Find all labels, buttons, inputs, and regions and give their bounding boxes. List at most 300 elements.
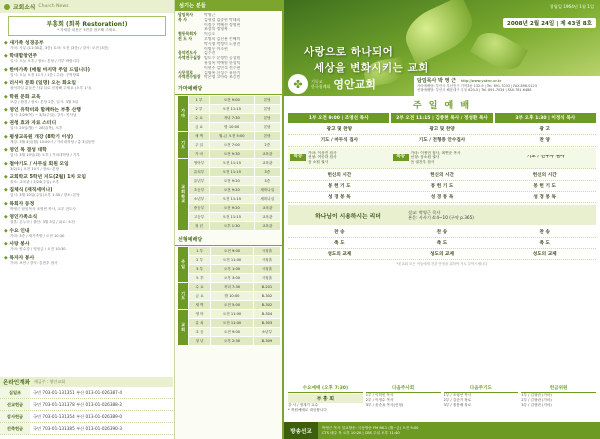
news-item-detail: 3/2(토) 오전 10시 / 장소: 본당 <box>10 166 60 171</box>
order-cell: 성 경 봉 독 <box>328 195 351 201</box>
news-item <box>4 254 170 265</box>
info-block <box>444 385 519 413</box>
news-item-title: ◆ 목자자 봉사 <box>4 254 170 261</box>
staff-names: 박은영 고아라 조승민 <box>204 75 241 80</box>
news-item-detail: 일시: 오늘 오전 11시 / 1층 / 주관: 구역장회 <box>10 72 80 77</box>
staff-names: 임도수 문정민 공상원 <box>204 56 241 61</box>
order-row <box>288 192 596 203</box>
church-info-bar <box>414 76 600 96</box>
order-cell: 기도 / 전형중 안수집사 <box>418 138 466 144</box>
schedule-place: 3층 <box>254 177 280 186</box>
schedule-place: 교육관 <box>254 150 280 159</box>
offering-row <box>0 387 173 399</box>
service-order-c <box>288 227 596 259</box>
schedule-time: 오전 5:00 <box>211 301 254 310</box>
news-item-detail: 일시: 3월 10일(주일)오후 1:30 / 장소: 본당 <box>10 193 80 198</box>
service-order-b <box>288 170 596 204</box>
staff-role: 사역연구실장 <box>178 55 201 61</box>
special-song <box>288 148 596 169</box>
schedule-row <box>178 114 281 123</box>
order-cell: 축 도 <box>539 241 550 247</box>
schedule-row <box>178 310 281 319</box>
schedule-place: 소년부 <box>253 328 280 337</box>
schedule-name: 소년부 <box>189 195 210 204</box>
info-block <box>366 385 441 413</box>
schedule-place: 세미나실 <box>254 195 280 204</box>
news-item-detail: 보강 / 환경 / 장소: 본당 2층, 일시: 3월 5일 <box>10 99 79 104</box>
offering-row <box>0 423 173 435</box>
schedule-row <box>178 256 281 265</box>
news-item <box>4 119 170 130</box>
schedule-name: 가 마 <box>189 150 210 159</box>
staff-role: 사역전수팀장 <box>178 74 201 80</box>
news-item-detail: 일시: 2/29(목) ~ 3/3(주일), 강사: 목사님 <box>10 113 77 118</box>
order-row <box>288 238 596 249</box>
schedule-place: B-303 <box>253 319 280 328</box>
schedule-time: 오전 11:15 <box>209 159 254 168</box>
news-item <box>4 213 170 224</box>
prayer-schedule-table-2 <box>177 246 281 346</box>
banner <box>284 0 600 96</box>
order-cell: 광 고 <box>539 127 550 133</box>
schedule-place: 2층 <box>254 141 280 150</box>
news-item-detail: 일시: 오늘 오후 / 장소: 본당 / 기부 바랍니다 <box>10 59 80 64</box>
news-item-title: ◆ 한마가족 (매월 마지막 주일 드립니다) <box>4 66 170 73</box>
address-2: 선형예배당: 부산시 해운대구 우동 620-5 | Tel. 891-7034 | FAX.781-6486 <box>417 88 532 93</box>
order-row <box>288 124 596 135</box>
schedule-place: 교육관 <box>254 159 280 168</box>
info-block-line: 강 사 / 정재기 교수 <box>288 403 319 407</box>
schedule-group: 교 회 학 교 <box>178 159 189 231</box>
schedule-row <box>178 105 281 114</box>
news-item <box>4 227 170 238</box>
schedule-time: 오후 1:00 <box>211 265 254 274</box>
schedule-place: 본당 <box>254 132 280 141</box>
schedule-time: 오전 9:00 <box>211 247 254 256</box>
offering-title: 온라인계좌 <box>3 380 31 386</box>
schedule-name: 초 등 <box>189 328 211 337</box>
schedule-time: 밤 10:00 <box>209 123 254 132</box>
prayer-title: 가마예배당 <box>175 83 282 95</box>
info-block-line: 2부 / 김형란 (가마) <box>521 397 552 402</box>
news-item-title: ◆ 교회학교 5학년 지도(2월) 1차 모임 <box>4 173 170 180</box>
news-subtitle: Church News <box>38 4 69 9</box>
sermon-bar <box>288 205 596 225</box>
staff-names: 유성록 박예원 한성익 <box>204 60 241 65</box>
info-block-line: * 축원예배로 대신합니다 <box>288 407 327 412</box>
news-title: 교회소식 <box>13 5 36 11</box>
schedule-place: 본당 <box>254 105 280 114</box>
offering-row <box>0 411 173 423</box>
schedule-row <box>178 150 281 159</box>
schedule-row <box>178 195 281 204</box>
order-row <box>288 249 596 260</box>
news-item-detail: 개강: 3월 4일(월) 10:00시 / 가마대학당 / 총 3일동안 <box>10 139 95 144</box>
schedule-name: 주 일 <box>189 141 210 150</box>
schedule-row <box>178 177 281 186</box>
news-item <box>4 240 170 251</box>
news-item-title: ◆ 수요 인내 <box>4 227 170 234</box>
schedule-row <box>178 283 281 292</box>
service-column <box>284 0 600 439</box>
staff-names: 김수진 <box>204 51 216 56</box>
schedule-time: 오전 9:00 <box>211 328 254 337</box>
staff-role: 시무장로 <box>178 69 194 75</box>
revival-sub: * 자세한 내용은 3면을 참조해 주세요. <box>57 28 117 32</box>
schedule-place: B-309 <box>253 337 280 346</box>
info-block-title: 수요예배 (오후 7:30) <box>288 385 363 393</box>
offering-name: 선교헌금 <box>0 399 30 410</box>
offering-accounts <box>0 377 173 435</box>
news-item <box>4 93 170 104</box>
info-block-line: 1부 / 조형선 목사 <box>443 393 472 397</box>
schedule-place: 교육관 <box>254 204 280 213</box>
sermon-passage: 본문: 사사기 4:4~10 (구약 p.365) <box>408 215 474 221</box>
news-item-detail: 일시: 3월 19일(화) 오후 / 가마대학당 / 기부 <box>10 153 80 158</box>
schedule-name: 영아부 <box>189 159 210 168</box>
schedule-place: 시청홀 <box>253 256 280 265</box>
revival-title: 부흥회 (회복 Restoration!) <box>46 21 128 28</box>
info-block-line: 3부 / 정봉배 장로 <box>443 402 472 407</box>
news-item-detail: 일시: 25일(월) ~ 28일(목), 오후 <box>10 126 63 131</box>
broadcast-line-1: 박영근 목사 설교방송: 극동방송 FM 98.1 (월~금) 오전 9:00 <box>322 425 419 430</box>
staff-role: 음악전도사 <box>178 50 197 56</box>
revival-box <box>8 16 166 36</box>
schedule-name: 1 부 <box>189 247 211 256</box>
issue-date: 2008년 2월 24일 | 제 43권 8호 <box>503 18 596 28</box>
news-item <box>4 173 170 184</box>
schedule-name: 새 벽 <box>189 301 211 310</box>
news-item-title: ◆ 철야기도 / 사무실 회원 모임 <box>4 160 170 167</box>
schedule-time: 오후 3:00 <box>211 274 254 283</box>
schedule-row <box>178 159 281 168</box>
offering-name: 감사헌금 <box>0 411 30 422</box>
schedule-time: 오전 11:15 <box>209 105 254 114</box>
schedule-group: 주 일 <box>178 247 189 283</box>
schedule-name: 수 요 <box>189 283 211 292</box>
schedule-time: 저녁 7:30 <box>209 114 254 123</box>
news-item-title: ◆ 영인 유학비와 함께하는 부흥 산행 <box>4 106 170 113</box>
schedule-name: 유치부 <box>189 168 210 177</box>
service-tab-3: 3부 오후 1:30 | 이정식 목사 <box>495 113 596 123</box>
schedule-row <box>178 132 281 141</box>
order-cell: 봉 헌 기 도 <box>430 184 454 190</box>
schedule-name: 금 요 <box>189 292 211 301</box>
order-cell: 축 도 <box>436 241 448 247</box>
special-song-3: 기도 / 전우자 권사 <box>526 155 565 160</box>
offering-account: 국민 703-01-131378 부산 013-01-026388-2 <box>33 401 123 407</box>
info-block-line: 2부 / 이정수 목사 <box>365 397 394 402</box>
church-denomination: 기독교 한국침례회 <box>311 79 331 89</box>
pastor-name: 담임목사 박 영 근 <box>417 78 457 84</box>
service-tab-1: 1부 오전 9:00 | 조영선 목사 <box>288 113 389 123</box>
schedule-time: 오전 7:00 <box>209 141 254 150</box>
schedule-row <box>178 337 281 346</box>
schedule-place: 교육관 <box>254 213 280 222</box>
prayer-schedule-table <box>177 95 281 231</box>
next-week-info <box>288 385 596 413</box>
news-item <box>4 66 170 77</box>
schedule-place: B-302 <box>253 301 280 310</box>
news-list <box>0 39 174 265</box>
schedule-row <box>178 168 281 177</box>
schedule-group: 기 도 <box>178 132 189 159</box>
staff-column <box>175 0 284 439</box>
special-song-label: 특송 <box>290 154 306 161</box>
order-cell: 기도 / 마두식 집사 <box>320 138 359 144</box>
church-logo <box>288 74 376 94</box>
schedule-place: 본당 <box>254 123 280 132</box>
schedule-time: 오전 11:15 <box>209 195 254 204</box>
staff-list <box>175 11 282 80</box>
info-block-line: 1부 / 김형란 (가마) <box>521 393 552 397</box>
schedule-name: 유년부 <box>189 177 210 186</box>
info-block-line: 3부 / 김형란 (가마) <box>521 402 552 407</box>
order-cell: 성 경 봉 독 <box>533 195 556 201</box>
schedule-row <box>178 292 281 301</box>
special-song-row <box>288 148 596 169</box>
staff-names: 이승호 <box>204 32 216 37</box>
info-block-line: 3부 / 윤순옥 목사(선형) <box>365 402 404 407</box>
address-1: 가마예배당: 부산시 부산진구 가야3동 132-9 | Tel. 891-7033 | FAX.898-0123 <box>417 84 537 88</box>
news-item-title: ◆ 러시아 문화 (일명) 오는 화요일 <box>4 79 170 86</box>
schedule-place: 세미나실 <box>254 186 280 195</box>
offering-row <box>0 399 173 411</box>
schedule-time: 오전 11:00 <box>211 319 254 328</box>
news-item <box>4 52 170 63</box>
schedule-place: 시청홀 <box>253 265 280 274</box>
news-item-detail: 가마: 사무 (11:30분, 3층) 로마: 오전 (3층) / 강사: 오전 (3층) <box>10 46 109 50</box>
schedule-time: 오전 11:15 <box>209 168 254 177</box>
schedule-place: 시청홀 <box>253 274 280 283</box>
schedule-name: 초등부 <box>189 186 210 195</box>
schedule-place: 본당 <box>254 114 280 123</box>
news-item-detail: 장소: 교육관 / 2/24(주일) 오후 <box>10 180 60 185</box>
news-item-title: ◆ 평생교육원 개강 (8학기 이상) <box>4 133 170 140</box>
schedule-name: 청 년 <box>189 337 211 346</box>
news-item-title: ◆ 새가족 성경공부 <box>4 39 170 46</box>
info-block-title: 다음주사회 <box>366 385 441 393</box>
bullet-icon <box>4 4 10 10</box>
order-row <box>288 227 596 238</box>
info-block <box>521 385 596 413</box>
schedule-place: B-302 <box>253 292 280 301</box>
news-item <box>4 160 170 171</box>
order-row <box>288 135 596 146</box>
order-row <box>288 170 596 181</box>
order-cell: 찬 송 <box>334 230 345 236</box>
order-cell: 헌신의 시간 <box>327 172 352 178</box>
order-cell: 성도의 교제 <box>327 251 352 257</box>
staff-names: 박영근 <box>204 13 216 17</box>
offering-name: 건축헌금 <box>0 423 30 434</box>
schedule-name: 수 요 <box>189 114 210 123</box>
staff-role: 목 사 <box>178 16 187 22</box>
news-item-detail: 가마: 보안 / 강사: 김현우 집사 <box>10 260 58 265</box>
schedule-row <box>178 328 281 337</box>
schedule-row <box>178 247 281 256</box>
schedule-time: 오후 1:30 <box>209 222 254 231</box>
offering-sub: 예금주 : 영안교회 <box>34 379 65 384</box>
order-row <box>288 181 596 192</box>
order-cell: 광고 및 찬양 <box>429 127 455 133</box>
offering-account: 국민 703-01-131385 부산 013-01-026390-3 <box>33 425 123 431</box>
news-item <box>4 79 170 90</box>
sermon-preacher: 설교: 박영근 목사 <box>408 209 441 215</box>
offering-name: 십일조 <box>0 387 30 398</box>
schedule-time: 오전 11:00 <box>211 256 254 265</box>
offering-account: 국민 703-01-131351 부산 013-01-026387-4 <box>33 389 123 395</box>
schedule-row <box>178 204 281 213</box>
schedule-name: 3 부 <box>189 265 211 274</box>
special-song-2: 가마: 이정민 집사, 최연준 목사 선형: 음소원 권사 음 권찬우 집사 <box>410 150 461 164</box>
staff-names: 이현주 김민석 전수현 <box>204 65 241 70</box>
leaf-icon <box>398 0 480 65</box>
schedule-name: 금 요 <box>189 123 210 132</box>
news-item-detail: 참석하실 분들은 사무실로 신청해 주세요 (오후 1시) <box>10 86 92 91</box>
schedule-name: 1 부 <box>189 96 210 105</box>
news-item <box>4 106 170 117</box>
motto-line-2: 세상을 변화시키는 교회 <box>314 62 429 74</box>
schedule-place: B-201 <box>253 283 280 292</box>
special-song-label-2: 특송 <box>393 154 409 161</box>
schedule-place: B-304 <box>253 310 280 319</box>
broadcast-footer <box>284 422 600 439</box>
order-cell: 봉 헌 기 도 <box>328 184 351 190</box>
prayer-title-2: 선형예배당 <box>175 234 282 246</box>
broadcast-tag: 방송선교 <box>284 422 318 439</box>
schedule-place: 3층 <box>254 168 280 177</box>
schedule-row <box>178 301 281 310</box>
schedule-time: 월-금 오전 5:00 <box>209 132 254 141</box>
schedule-time: 오전 11:15 <box>209 213 254 222</box>
special-song-1: 가마: 이상진 집사 선형: 여송하 집사 음 소원 권사 <box>308 150 337 164</box>
order-cell: 광고 및 찬양 <box>326 127 353 133</box>
schedule-name: 청 년 <box>189 222 210 231</box>
schedule-time: 오전 9:20 <box>209 186 254 195</box>
order-cell: 헌신의 시간 <box>532 172 557 178</box>
schedule-time: 오전 9:20 <box>209 204 254 213</box>
order-cell: 성 경 봉 독 <box>430 195 454 201</box>
staff-names: 고명희 김선용 손혜미 <box>204 36 241 41</box>
order-cell: 찬 송 <box>539 230 550 236</box>
service-order <box>288 124 596 147</box>
schedule-place: 시청홀 <box>253 247 280 256</box>
order-cell: 찬 양 <box>539 138 550 144</box>
news-item-detail: 결혼: 온누리 / 출산: 3월 3일 / 위로: 소천 <box>10 220 75 225</box>
news-item-title: ◆ 사랑 봉사 <box>4 240 170 247</box>
staff-names: 이정수 박혜선 정영현 <box>204 22 241 27</box>
church-mark-icon: ✤ <box>288 74 308 94</box>
service-note: *본교회 모든 이들에게 건강 안정을 위하여 기도 부탁드립니다 <box>396 261 488 266</box>
news-item <box>4 39 170 50</box>
staff-role: 협동목회자 <box>178 31 197 37</box>
publication-founding: 창립일 1964년 1월 1일 <box>549 4 594 9</box>
schedule-name: 오 후 <box>189 274 211 283</box>
service-tab-2: 2부 오전 11:15 | 김종현 목사 / 정성환 목사 <box>391 113 492 123</box>
schedule-name: 중등부 <box>189 204 210 213</box>
schedule-place: 교육관 <box>254 222 280 231</box>
schedule-row <box>178 265 281 274</box>
schedule-name: 새 벽 <box>189 132 210 141</box>
news-item-detail: 가마: 양수경 / 영성금 / 오전 10:30 <box>10 247 66 252</box>
church-name: 영안교회 <box>333 78 376 91</box>
service-title: 주 일 예 배 <box>412 101 472 111</box>
leaf-icon <box>470 26 528 77</box>
sermon-title: 하나님이 시용하시는 리더 <box>315 213 381 220</box>
schedule-group: 가 마 <box>178 96 189 132</box>
schedule-time: 밤 10:00 <box>211 292 254 301</box>
news-item <box>4 146 170 157</box>
news-column <box>0 0 175 439</box>
news-item-title: ◆ 학대합창연주 <box>4 52 170 59</box>
schedule-row <box>178 141 281 150</box>
schedule-group: 기 도 <box>178 283 189 310</box>
info-block-box: 부 흥 회 <box>288 394 363 403</box>
publication-info <box>550 4 594 9</box>
schedule-name: 2 부 <box>189 105 210 114</box>
staff-role: 담임목사 <box>178 12 194 17</box>
schedule-time: 오전 9:00 <box>209 96 254 105</box>
staff-names: 김영복 신성수 유한기 <box>204 70 241 75</box>
news-item-title: ◆ 권청 효과 자료 스터디 <box>4 119 170 126</box>
website[interactable]: http://www.yaknc.or.kr <box>460 79 502 83</box>
news-item <box>4 186 170 197</box>
schedule-time: 오전 11:00 <box>211 310 254 319</box>
news-item-title: ◆ 목회자 동정 <box>4 200 170 207</box>
info-block-title: 헌금위원 <box>521 385 596 393</box>
offering-account: 국민 703-01-131354 부산 013-01-026389-0 <box>33 413 123 419</box>
order-cell: 헌신의 시간 <box>430 172 454 178</box>
schedule-time: 오전 9:20 <box>209 177 254 186</box>
news-header <box>0 0 174 13</box>
motto-line-1: 사랑으로 하나되어 <box>304 46 394 58</box>
staff-names: 김형렬 김종현 박태희 <box>204 17 241 22</box>
schedule-group: 교 회 <box>178 310 189 346</box>
staff-names: 조성익 정영복 <box>204 27 228 32</box>
schedule-row <box>178 96 281 105</box>
info-block-title: 다음주기도 <box>444 385 519 393</box>
staff-role: 전 도 사 <box>178 35 192 41</box>
info-block <box>288 385 363 413</box>
info-block-line: 2부 / 김준기 장로 <box>443 397 472 402</box>
schedule-name: 고등부 <box>189 213 210 222</box>
schedule-name: 2 부 <box>189 256 211 265</box>
news-item-detail: 박영근 담임목사 조영빈 목사, 교우 전도사 <box>10 206 76 211</box>
order-cell: 봉 헌 기 도 <box>533 184 556 190</box>
schedule-name: 유 치 <box>189 319 211 328</box>
news-item-title: ◆ 학원 문화 교육 <box>4 93 170 100</box>
schedule-time: 오후 2:30 <box>211 337 254 346</box>
service-tabs <box>288 113 596 123</box>
staff-names: 이병우 이소현 <box>204 46 228 51</box>
news-item <box>4 133 170 144</box>
order-cell: 축 도 <box>334 241 345 247</box>
schedule-time: 오전 9:30 <box>209 150 254 159</box>
staff-row <box>178 75 279 80</box>
news-item <box>4 200 170 211</box>
schedule-row <box>178 319 281 328</box>
news-item-title: ◆ 집체식 (재직세미나) <box>4 186 170 193</box>
news-item-detail: 가마: 3층 / 새가족방 / 오전 10:30 <box>10 233 65 238</box>
order-cell: 성도의 교제 <box>430 251 454 257</box>
order-cell: 성도의 교제 <box>532 251 557 257</box>
broadcast-line-2: CTS 매주 목 오후 10:20 | CBS 주일 오후 11:40 <box>322 430 400 435</box>
schedule-row <box>178 186 281 195</box>
schedule-name: 영 아 <box>189 310 211 319</box>
order-cell: 찬 송 <box>436 230 448 236</box>
news-item-title: ◆ 영인 목 결성 대학 <box>4 146 170 153</box>
